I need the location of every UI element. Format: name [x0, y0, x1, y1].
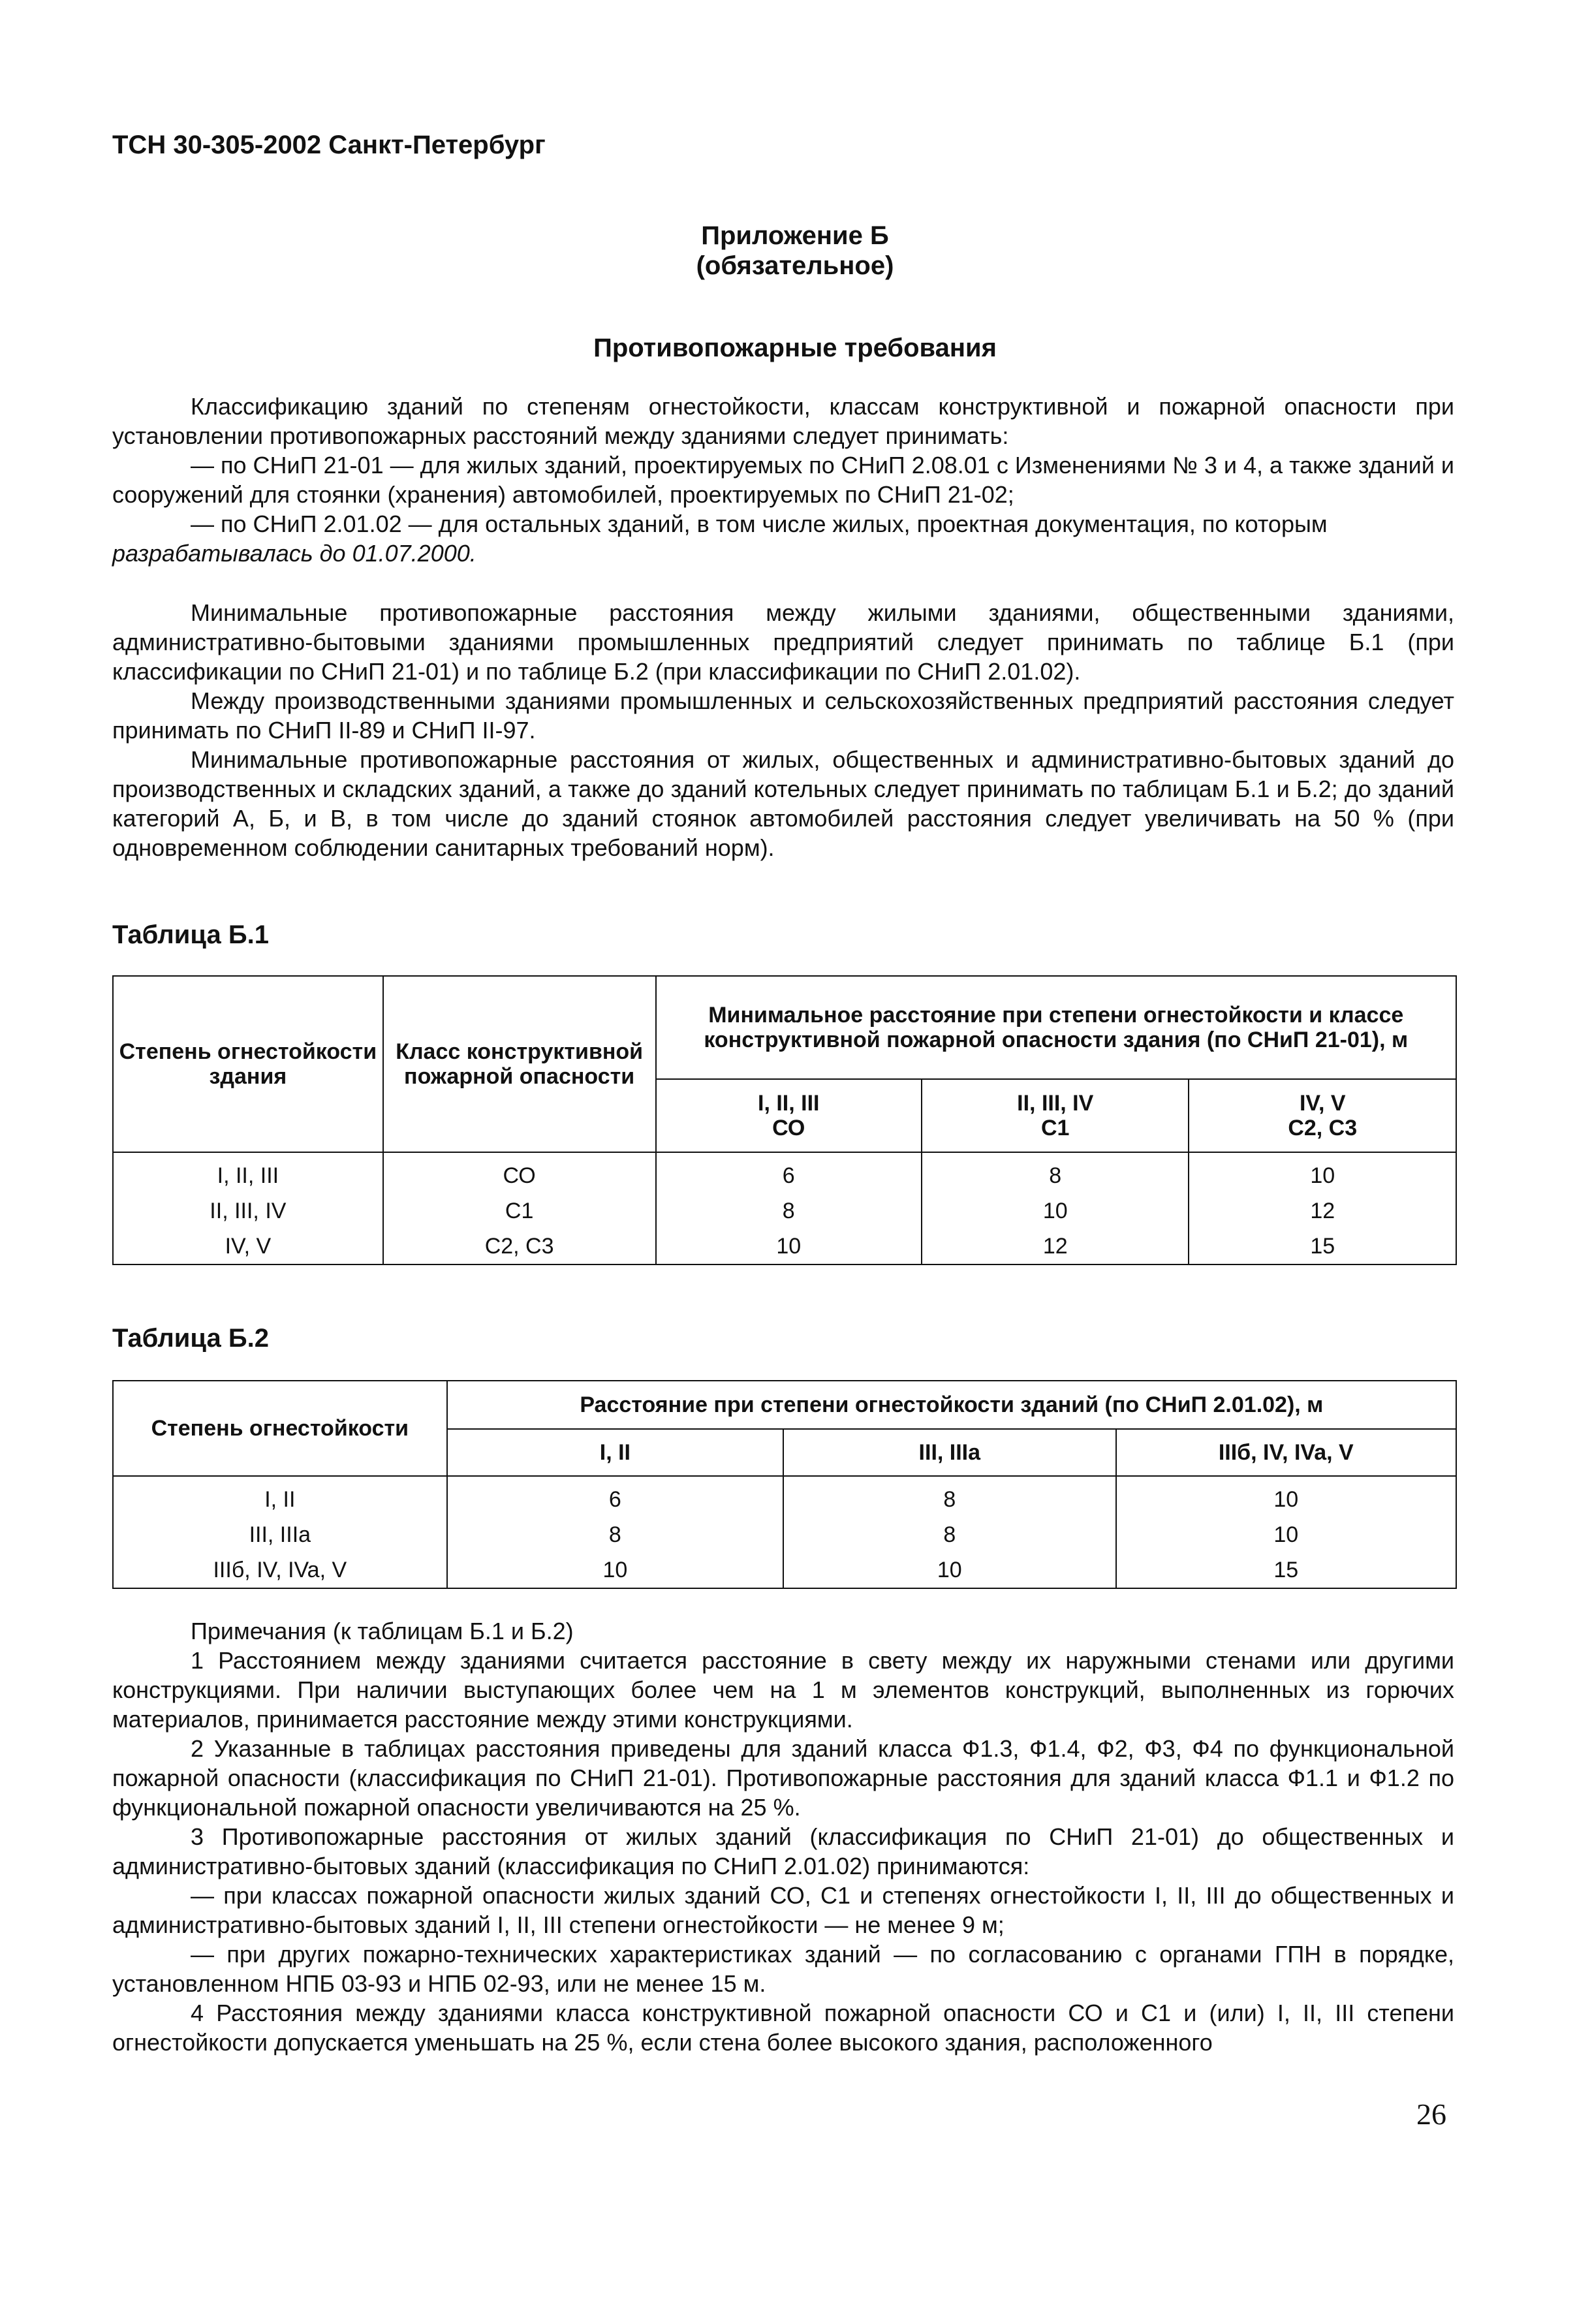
intro-block [112, 392, 1454, 568]
table-cell: 10 [656, 1229, 922, 1264]
table2-subheader: IIIб, IV, IVa, V [1116, 1429, 1456, 1476]
intro-item-snip-2-01-02: — по СНиП 2.01.02 — для остальных зданий, в том числе жилых, проектная документация, по которым [191, 510, 1328, 537]
table-cell: I, II, III [113, 1152, 383, 1193]
note-3-item-a: — при классах пожарной опасности жилых зданий СО, С1 и степенях огнестойкости I, II, III до общественных и административно-бытовых зданий I, II, III степени огнестойкости — не менее 9 м; [112, 1882, 1454, 1938]
table1-subheader: II, III, IV С1 [922, 1079, 1189, 1152]
table-cell: 12 [1189, 1193, 1456, 1229]
table1-header-construction-class: Класс конструктивной пожарной опасности [383, 976, 656, 1152]
table-cell: 8 [656, 1193, 922, 1229]
table1-subheader: IV, V С2, С3 [1189, 1079, 1456, 1152]
table-cell: 12 [922, 1229, 1189, 1264]
table-cell: 6 [656, 1152, 922, 1193]
table-cell: 6 [447, 1476, 783, 1517]
table-row [113, 1476, 1456, 1517]
table2-caption: Таблица Б.2 [112, 1324, 269, 1353]
table-cell: 8 [783, 1476, 1115, 1517]
table-cell: I, II [113, 1476, 447, 1517]
table-row [113, 1517, 1456, 1552]
table-cell: С2, С3 [383, 1229, 656, 1264]
table-cell: 8 [922, 1152, 1189, 1193]
distances-paragraph-1: Минимальные противопожарные расстояния между жилыми зданиями, общественными зданиями, административно-бытовыми зданиями промышленных предприятий следует принимать по таблице Б.1 (при классификации по СНиП 21-01) и по таблице Б.2 (при классификации по СНиП 2.01.02). [112, 599, 1454, 685]
table-row [113, 1152, 1456, 1193]
document-header: ТСН 30-305-2002 Санкт-Петербург [112, 131, 546, 159]
intro-item-snip-21-01: — по СНиП 21-01 — для жилых зданий, проектируемых по СНиП 2.08.01 с Изменениями № 3 и 4, а также зданий и сооружений для стоянки (хранения) автомобилей, проектируемых по СНиП 21-02; [112, 452, 1454, 508]
table2-subheader: I, II [447, 1429, 783, 1476]
notes-block [112, 1616, 1454, 2057]
section-title: Противопожарные требования [593, 334, 997, 362]
table-cell: 10 [783, 1552, 1115, 1588]
table1-header-min-distance: Минимальное расстояние при степени огнестойкости и классе конструктивной пожарной опасности здания (по СНиП 21-01), м [656, 976, 1456, 1079]
distances-paragraph-3: Минимальные противопожарные расстояния от жилых, общественных и административно-бытовых зданий до производственных и складских зданий, а также до зданий котельных следует принимать по таблицам Б.1 и Б.2; до зданий категорий А, Б, и В, в том числе до зданий стоянок автомобилей расстояния следует увеличивать на 50 % (при одновременном соблюдении санитарных требований норм). [112, 746, 1454, 861]
table-cell: 8 [447, 1517, 783, 1552]
table2-header-fire-resistance: Степень огнестойкости [113, 1381, 447, 1476]
table1-caption: Таблица Б.1 [112, 920, 269, 949]
table-cell: С1 [383, 1193, 656, 1229]
page-number: 26 [1416, 2097, 1446, 2131]
note-3-item-b: — при других пожарно-технических характеристиках зданий — по согласованию с органами ГПН в порядке, установленном НПБ 03-93 и НПБ 02-93, или не менее 15 м. [112, 1941, 1454, 1997]
table-cell: II, III, IV [113, 1193, 383, 1229]
distances-paragraph-2: Между производственными зданиями промышленных и сельскохозяйственных предприятий расстояния следует принимать по СНиП II-89 и СНиП II-97. [112, 687, 1454, 744]
note-4: 4 Расстояния между зданиями класса конструктивной пожарной опасности СО и С1 и (или) I, II, III степени огнестойкости допускается уменьшать на 25 %, если стена более высокого здания, расположенного [112, 2000, 1454, 2056]
appendix-title: Приложение Б [701, 221, 889, 250]
table-cell: 10 [447, 1552, 783, 1588]
table-cell: 10 [1189, 1152, 1456, 1193]
distances-block [112, 598, 1454, 862]
table-cell: 8 [783, 1517, 1115, 1552]
table-b2 [112, 1380, 1457, 1589]
table2-subheader: III, IIIa [783, 1429, 1115, 1476]
table-row [113, 1229, 1456, 1264]
appendix-subtitle: (обязательное) [696, 251, 894, 280]
table-cell: 15 [1116, 1552, 1456, 1588]
table-cell: 15 [1189, 1229, 1456, 1264]
intro-item-date: разрабатывалась до 01.07.2000. [112, 540, 476, 567]
table-cell: III, IIIa [113, 1517, 447, 1552]
table-cell: 10 [1116, 1476, 1456, 1517]
table-cell: СО [383, 1152, 656, 1193]
table1-subheader: I, II, III СО [656, 1079, 922, 1152]
table2-header-distance: Расстояние при степени огнестойкости зданий (по СНиП 2.01.02), м [447, 1381, 1456, 1429]
notes-title: Примечания (к таблицам Б.1 и Б.2) [191, 1618, 574, 1644]
note-3: 3 Противопожарные расстояния от жилых зданий (классификация по СНиП 21-01) до общественных и административно-бытовых зданий (классификация по СНиП 2.01.02) принимаются: [112, 1823, 1454, 1879]
intro-paragraph: Классификацию зданий по степеням огнестойкости, классам конструктивной и пожарной опасности при установлении противопожарных расстояний между зданиями следует принимать: [112, 393, 1454, 449]
table-row [113, 1193, 1456, 1229]
table-cell: 10 [922, 1193, 1189, 1229]
table-cell: IIIб, IV, IVa, V [113, 1552, 447, 1588]
table-cell: IV, V [113, 1229, 383, 1264]
note-1: 1 Расстоянием между зданиями считается расстояние в свету между их наружными стенами или другими конструкциями. При наличии выступающих более чем на 1 м элементов конструкций, выполненных из горючих материалов, принимается расстояние между этими конструкциями. [112, 1647, 1454, 1733]
table1-header-fire-resistance: Степень огнестойкости здания [113, 976, 383, 1152]
table-row [113, 1552, 1456, 1588]
note-2: 2 Указанные в таблицах расстояния приведены для зданий класса Ф1.3, Ф1.4, Ф2, Ф3, Ф4 по функциональной пожарной опасности (классификация по СНиП 21-01). Противопожарные расстояния для зданий класса Ф1.1 и Ф1.2 по функциональной пожарной опасности увеличиваются на 25 %. [112, 1735, 1454, 1821]
table-cell: 10 [1116, 1517, 1456, 1552]
table-b1 [112, 975, 1457, 1265]
